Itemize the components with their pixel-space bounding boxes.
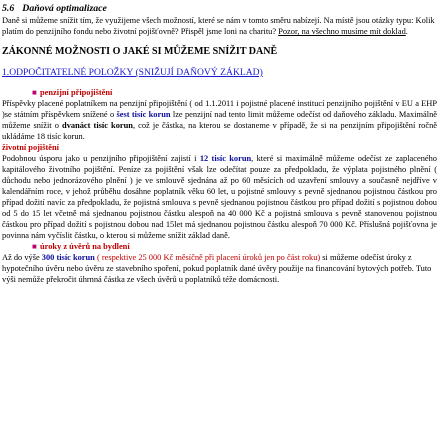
penzijni-text-1: Příspěvky placené poplatníkem na penzijní připojištění ( od 1.1.2011 i pojistné placené institucí penzijního pojištění v EU a EHP )se státním příspěvkem snížené o xyxy=(2,99,437,119)
subheading: 1.ODPOČITATELNÉ POLOŽKY (SNIŽUJÍ DAŇOVÝ ZÁKLAD) xyxy=(2,67,263,78)
uroky-paragraph xyxy=(2,252,437,285)
intro-emphasis: Pozor, na všechno musíme mít doklad xyxy=(278,27,406,36)
bullet-uroky xyxy=(2,241,437,252)
intro-text: Daně si můžeme snížit tím, že využijeme všech možností, které se nám v tomto směru nabízejí. Na místě jsou otázky typu: Kolik platím do penzijního fondu nebo životní pojišťovně? Přispěl jsme loni na charitu? xyxy=(2,16,435,36)
zivotni-text-2: , které si maximálně můžeme odečíst ze zaplaceného kapitálového životního pojištění. Peníze za pojištění však lze odečítat pouze za předpokladu, že výplata pojistného plnění ( důchodu nebo jednorázového plnění ) je ve smlouvě sjednána až po 60 měsících od uzavření smlouvy a současně nejdříve v kalendářním roce, v jehož průběhu dosáhne poplatník věku 60 let, u pojistné smlouvy s pevně sjednanou pojistnou částkou pro případ dožití navíc za předpokladu, že pojistná smlouva s pevně sjednanou pojistnou částkou pro případ dožití s pojistnou dobou od 5 do 15 let včetně má sjednanou pojistnou částku alespoň na 40 000 Kč a pojistná smlouva s pevně stanovenou pojistnou částkou pro případ dožití s pojistnou dobou nad 15let má sjednanou pojistnou částku alespoň 70 000 Kč. Příslušná pojišťovna je povinna nám vyčíslit částku, o kterou si můžeme snížit základ daně. xyxy=(2,154,437,240)
bullet-icon: ■ xyxy=(32,242,37,251)
bullet-icon: ■ xyxy=(32,88,37,97)
main-heading: ZÁKONNÉ MOŽNOSTI O JAKÉ SI MŮŽEME SNÍŽIT DANĚ xyxy=(2,46,278,57)
bullet-penzijni xyxy=(2,87,437,98)
zivotni-amount: 12 tisíc korun xyxy=(199,154,252,163)
zivotni-paragraph xyxy=(2,153,437,241)
penzijni-text-2: lze penzijní nad tento limit můžeme odečíst od daňového základu. Maximálně můžeme snížit o xyxy=(2,110,437,130)
intro-end: . xyxy=(405,27,408,36)
section-heading xyxy=(2,2,437,15)
penzijni-amount-2: dvanáct tisíc korun xyxy=(62,121,133,130)
intro-paragraph xyxy=(2,15,437,37)
uroky-text-3: si můžeme odečíst úroky z hypotečního úvěru nebo úvěru ze stavebního spoření, pokud poplatník dané úvěry použije na financování bytových potřeb. Tuto výši nemůže překročit úhrnná částka ze všech úvěrů u poplatníků téže domácnosti. xyxy=(2,253,432,284)
uroky-amount: 300 tisíc korun xyxy=(41,253,95,262)
penzijni-label: penzijní připojištění xyxy=(40,88,113,97)
zivotni-label: životní pojištění xyxy=(2,143,59,152)
uroky-red-text: ( respektive 25 000 Kč měsíčně při placení úroků jen po část roku) xyxy=(94,253,321,262)
section-title: Daňová optimalizace xyxy=(22,3,107,14)
penzijni-paragraph xyxy=(2,98,437,142)
uroky-text-1: Až do výše xyxy=(2,253,42,262)
uroky-label: úroky z úvěrů na bydlení xyxy=(40,242,130,251)
zivotni-text-1: Podobnou úsporu jako u penzijního připojištění zajistí i xyxy=(2,154,200,163)
document-page xyxy=(2,2,437,285)
penzijni-text-3: , což je částka, na kterou se dostaneme v případě, že si na penzijním připojištění ročně ukládáme 18 tisíc korun. xyxy=(2,121,437,141)
zivotni-label-line xyxy=(2,142,437,153)
section-number: 5.6 xyxy=(2,3,15,14)
penzijni-amount-1: šest tisíc korun xyxy=(116,110,171,119)
